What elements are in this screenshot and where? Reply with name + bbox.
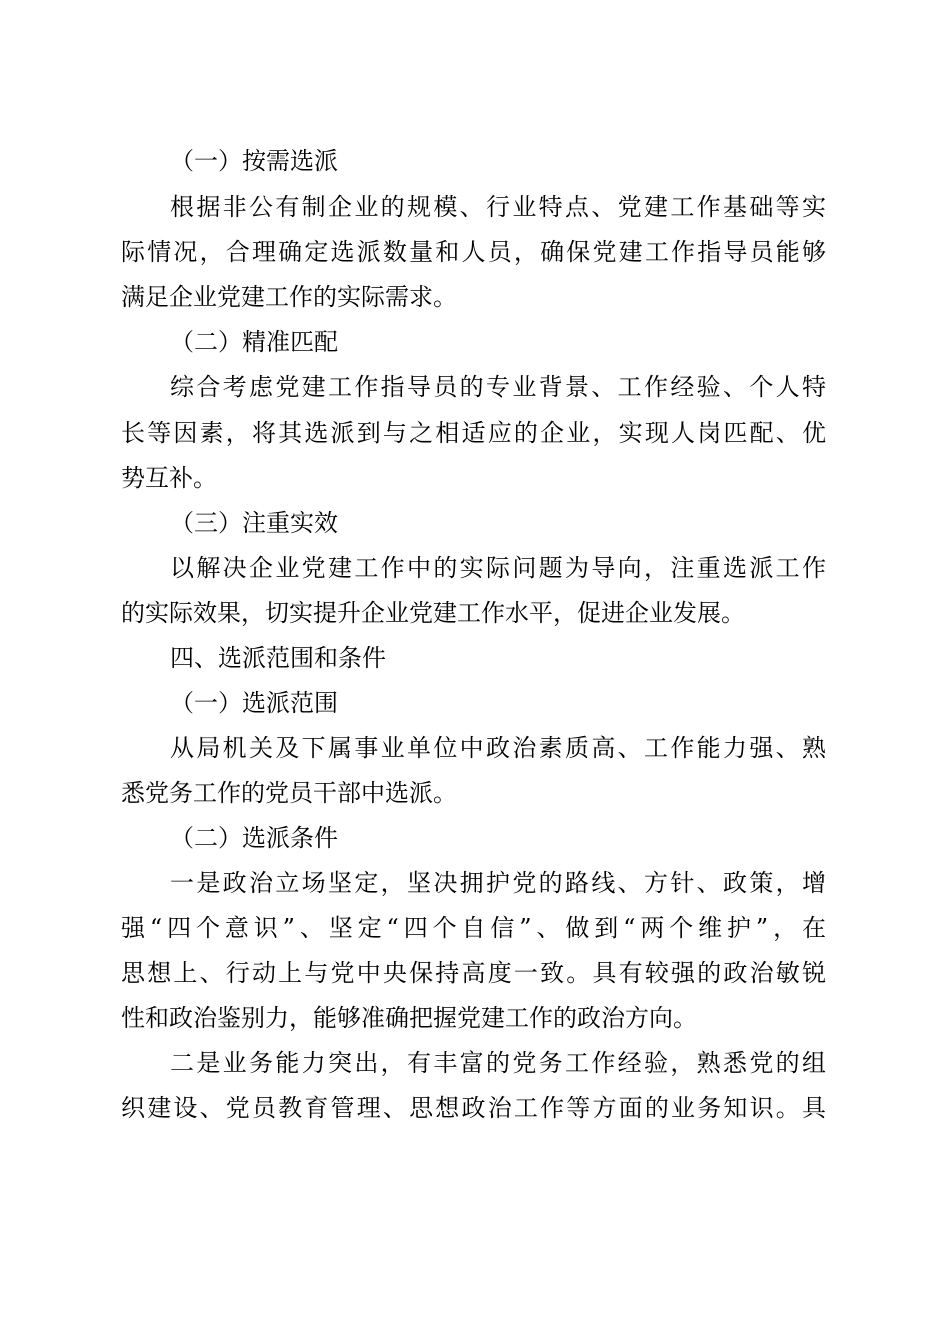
paragraph-line: 势互补。 — [121, 464, 217, 492]
subheading-focus-on-results: （三）注重实效 — [170, 509, 338, 537]
paragraph-line: 思想上、行动上与党中央保持高度一致。具有较强的政治敏锐 — [121, 959, 826, 987]
subheading-selection-conditions: （二）选派条件 — [170, 824, 338, 852]
paragraph-line: 满足企业党建工作的实际需求。 — [121, 283, 457, 311]
paragraph-line: 长等因素，将其选派到与之相适应的企业，实现人岗匹配、优 — [121, 419, 826, 447]
subheading-on-demand-selection: （一）按需选派 — [170, 147, 338, 175]
paragraph-line: 从局机关及下属事业单位中政治素质高、工作能力强、熟 — [170, 734, 826, 762]
section-heading-scope-and-conditions: 四、选派范围和条件 — [170, 644, 386, 672]
paragraph-line: 的实际效果，切实提升企业党建工作水平，促进企业发展。 — [121, 599, 745, 627]
paragraph-line: 根据非公有制企业的规模、行业特点、党建工作基础等实 — [170, 193, 826, 221]
paragraph-line: 以解决企业党建工作中的实际问题为导向，注重选派工作 — [170, 554, 826, 582]
subheading-selection-scope: （一）选派范围 — [170, 689, 338, 717]
paragraph-line: 悉党务工作的党员干部中选派。 — [121, 779, 457, 807]
paragraph-line: 一是政治立场坚定，坚决拥护党的路线、方针、政策，增 — [170, 869, 826, 897]
paragraph-line: 强“四个意识”、坚定“四个自信”、做到“两个维护”，在 — [121, 914, 826, 942]
paragraph-line: 性和政治鉴别力，能够准确把握党建工作的政治方向。 — [121, 1004, 697, 1032]
paragraph-line: 织建设、党员教育管理、思想政治工作等方面的业务知识。具 — [121, 1094, 826, 1122]
paragraph-line: 综合考虑党建工作指导员的专业背景、工作经验、个人特 — [170, 373, 826, 401]
paragraph-line: 际情况，合理确定选派数量和人员，确保党建工作指导员能够 — [121, 238, 826, 266]
subheading-precise-matching: （二）精准匹配 — [170, 328, 338, 356]
paragraph-line: 二是业务能力突出，有丰富的党务工作经验，熟悉党的组 — [170, 1049, 826, 1077]
